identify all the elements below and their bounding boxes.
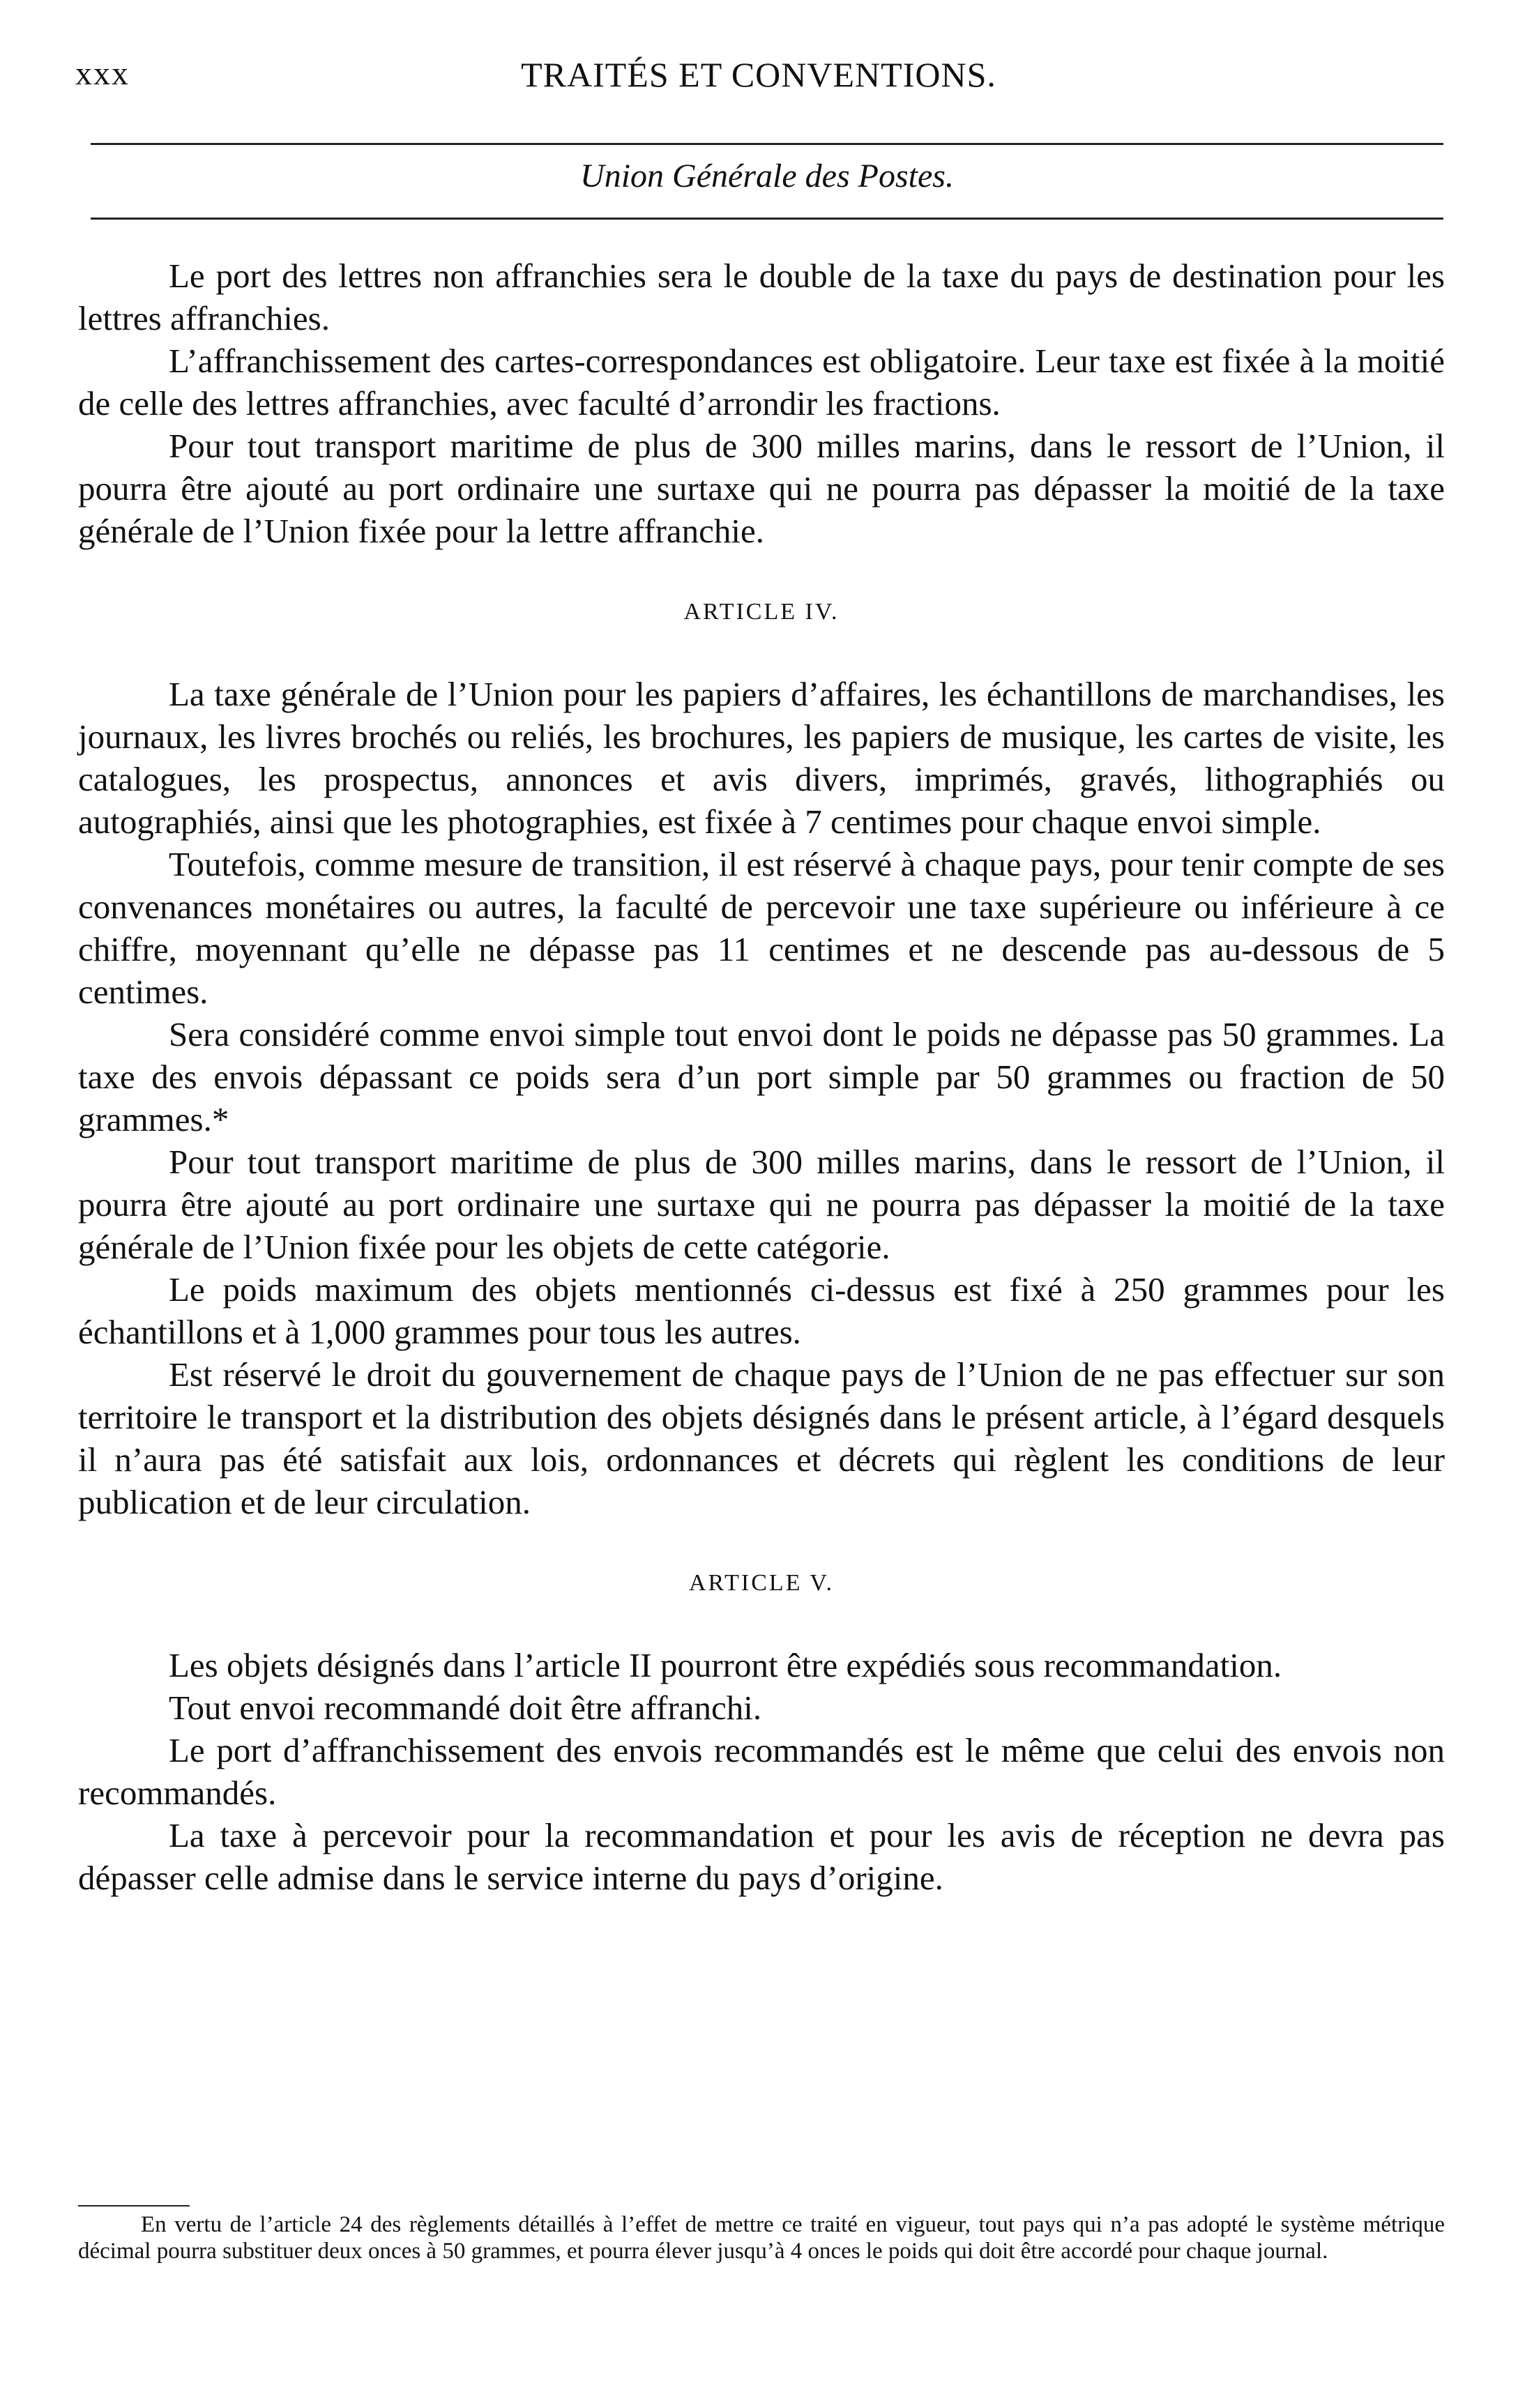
header-rule-top	[91, 143, 1443, 145]
paragraph: Le poids maximum des objets mentionnés ci-dessus est fixé à 250 grammes pour les échantillons et à 1,000 grammes pour tous les autres.	[78, 1270, 1445, 1351]
paragraph: Les objets désignés dans l’article II pourront être expédiés sous recommandation.	[169, 1646, 1282, 1684]
footnote-rule	[78, 2205, 190, 2207]
paragraph: Le port d’affranchissement des envois recommandés est le même que celui des envois non recommandés.	[78, 1731, 1445, 1812]
article-iv-heading: ARTICLE IV.	[683, 599, 840, 625]
paragraph: Sera considéré comme envoi simple tout envoi dont le poids ne dépasse pas 50 grammes. La taxe des envois dépassant ce poids sera d’un port simple par 50 grammes ou fraction de 50 grammes.*	[78, 1015, 1445, 1138]
body-text	[78, 254, 1445, 1899]
footnote-text: En vertu de l’article 24 des règlements détaillés à l’effet de mettre ce traité en vigueur, tout pays qui n’a pas adopté le système métrique décimal pourra substituer deux onces à 50 grammes, et pourra élever jusqu’à 4 onces le poids qui doit être accordé pour chaque journal.	[78, 2212, 1445, 2264]
page-number: xxx	[75, 55, 130, 92]
paragraph: Tout envoi recommandé doit être affranchi.	[169, 1689, 762, 1727]
paragraph: Pour tout transport maritime de plus de 300 milles marins, dans le ressort de l’Union, il pourra être ajouté au port ordinaire une surtaxe qui ne pourra pas dépasser la moitié de la taxe générale de l’Union fixée pour les objets de cette catégorie.	[78, 1143, 1445, 1266]
footnote	[78, 2211, 1445, 2264]
paragraph: Pour tout transport maritime de plus de 300 milles marins, dans le ressort de l’Union, il pourra être ajouté au port ordinaire une surtaxe qui ne pourra pas dépasser la moitié de la taxe générale de l’Union fixée pour la lettre affranchie.	[78, 427, 1445, 550]
paragraph: Toutefois, comme mesure de transition, il est réservé à chaque pays, pour tenir compte de ses convenances monétaires ou autres, la faculté de percevoir une taxe supérieure ou inférieure à ce chiffre, moyennant qu’elle ne dépasse pas 11 centimes et ne descende pas au-dessous de 5 centimes.	[78, 845, 1445, 1011]
paragraph: L’affranchissement des cartes-correspondances est obligatoire. Leur taxe est fixée à la moitié de celle des lettres affranchies, avec faculté d’arrondir les fractions.	[78, 342, 1445, 422]
running-title: TRAITÉS ET CONVENTIONS.	[521, 55, 996, 94]
header-rule-bottom	[91, 218, 1443, 220]
article-v-heading: ARTICLE V.	[688, 1570, 835, 1596]
section-subtitle: Union Générale des Postes.	[580, 158, 954, 195]
page-header	[75, 54, 1442, 99]
paragraph: Est réservé le droit du gouvernement de chaque pays de l’Union de ne pas effectuer sur son territoire le transport et la distribution des objets désignés dans le présent article, à l’égard desquels il n’aura pas été satisfait aux lois, ordonnances et décrets qui règlent les conditions de leur publication et de leur circulation.	[78, 1355, 1445, 1521]
paragraph: Le port des lettres non affranchies sera le double de la taxe du pays de destination pour les lettres affranchies.	[78, 257, 1445, 337]
paragraph: La taxe à percevoir pour la recommandation et pour les avis de réception ne devra pas dépasser celle admise dans le service interne du pays d’origine.	[78, 1816, 1445, 1897]
paragraph: La taxe générale de l’Union pour les papiers d’affaires, les échantillons de marchandises, les journaux, les livres brochés ou reliés, les brochures, les papiers de musique, les cartes de visite, les catalogues, les prospectus, annonces et avis divers, imprimés, gravés, lithographiés ou autographiés, ainsi que les photographies, est fixée à 7 centimes pour chaque envoi simple.	[78, 675, 1445, 841]
